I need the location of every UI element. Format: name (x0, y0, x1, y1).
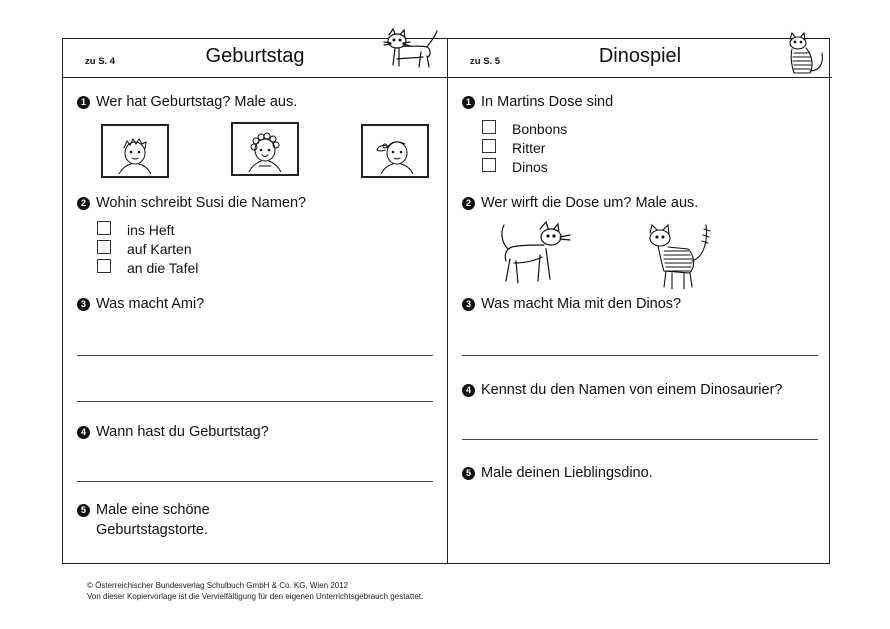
question-text: Was macht Mia mit den Dinos? (481, 296, 682, 312)
cat-ami-choice-icon[interactable] (496, 219, 576, 287)
question-text: Was macht Ami? (96, 296, 205, 312)
worksheet (62, 38, 830, 564)
option-label: ins Heft (127, 222, 175, 238)
answer-line[interactable] (77, 355, 433, 356)
answer-line[interactable] (462, 439, 818, 440)
cat-striped-choice-icon[interactable] (644, 221, 718, 291)
left-question-2 (77, 195, 306, 211)
question-text: Wohin schreibt Susi die Namen? (96, 195, 307, 211)
portrait-girl-ponytail[interactable] (361, 124, 429, 178)
question-number-badge: 3 (462, 298, 475, 311)
checkbox[interactable] (97, 221, 111, 235)
left-question-3 (77, 296, 204, 312)
right-page-ref: zu S. 5 (470, 56, 501, 67)
question-text: Wer hat Geburtstag? Male aus. (96, 94, 298, 110)
right-question-1 (462, 94, 613, 110)
right-column-dinospiel (447, 39, 832, 563)
option-label: Dinos (512, 159, 548, 175)
girl-ponytail-face-icon (365, 128, 425, 174)
question-text: Kennst du den Namen von einem Dinosaurier? (481, 382, 783, 398)
right-question-4 (462, 382, 782, 398)
question-text: In Martins Dose sind (481, 94, 614, 110)
option-label: Ritter (512, 140, 546, 156)
right-question-5 (462, 465, 653, 481)
right-question-2 (462, 195, 698, 211)
question-number-badge: 5 (462, 467, 475, 480)
question-number-badge: 3 (77, 298, 90, 311)
left-question-5 (77, 502, 210, 518)
question-number-badge: 4 (77, 426, 90, 439)
question-number-badge: 2 (462, 197, 475, 210)
portrait-girl-curly[interactable] (231, 122, 299, 176)
left-question-4 (77, 424, 269, 440)
question-number-badge: 1 (77, 96, 90, 109)
question-number-badge: 5 (77, 504, 90, 517)
right-question-3 (462, 296, 681, 312)
question-text: Male deinen Lieblingsdino. (481, 465, 653, 481)
question-number-badge: 4 (462, 384, 475, 397)
copyright-footer (87, 580, 423, 602)
option-label: Bonbons (512, 121, 568, 137)
checkbox[interactable] (482, 139, 496, 153)
girl-curly-face-icon (235, 126, 295, 172)
question-number-badge: 2 (77, 197, 90, 210)
boy-face-icon (105, 128, 165, 174)
checkbox[interactable] (482, 120, 496, 134)
left-question-5-line2: Geburtstagstorte. (96, 522, 209, 538)
answer-line[interactable] (77, 401, 433, 402)
question-text: Wer wirft die Dose um? Male aus. (481, 195, 699, 211)
answer-line[interactable] (77, 481, 433, 482)
footer-line-2: Von dieser Kopiervorlage ist die Vervielfältigung für den eigenen Unterrichtsgebrauch gestattet. (87, 592, 424, 601)
right-header (448, 39, 832, 78)
portrait-boy[interactable] (101, 124, 169, 178)
left-title: Geburtstag (205, 45, 305, 67)
left-page-ref: zu S. 4 (85, 56, 116, 67)
option-label: an die Tafel (127, 260, 199, 276)
answer-line[interactable] (462, 355, 818, 356)
right-title: Dinospiel (598, 45, 682, 67)
option-label: auf Karten (127, 241, 192, 257)
cat-striped-icon (784, 31, 828, 77)
checkbox[interactable] (97, 240, 111, 254)
question-text: Wann hast du Geburtstag? (96, 424, 269, 440)
question-number-badge: 1 (462, 96, 475, 109)
footer-line-1: © Österreichischer Bundesverlag Schulbuch GmbH & Co. KG, Wien 2012 (87, 581, 349, 590)
checkbox[interactable] (482, 158, 496, 172)
cat-ami-icon (381, 25, 441, 73)
checkbox[interactable] (97, 259, 111, 273)
question-text: Male eine schöne (96, 502, 210, 518)
left-question-1 (77, 94, 297, 110)
left-column-geburtstag (63, 39, 447, 563)
